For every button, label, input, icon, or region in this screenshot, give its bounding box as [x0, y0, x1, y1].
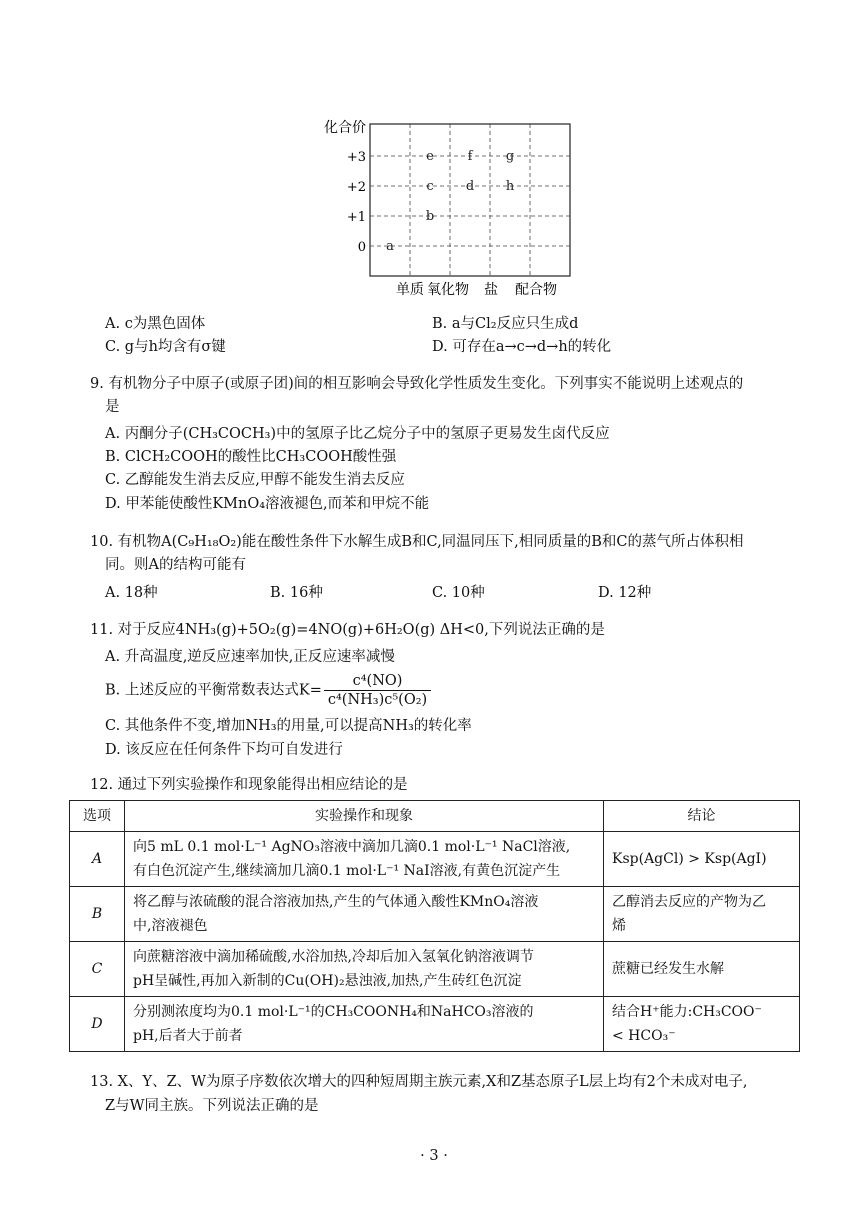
y-tick-label: 0	[357, 240, 366, 255]
point-g: g	[505, 149, 515, 164]
conclusion-line: < HCO₃⁻	[612, 1028, 676, 1044]
conclusion-line: 烯	[612, 918, 626, 934]
q9-stem-cont: 是	[105, 399, 120, 415]
fraction-numerator: c⁴(NO)	[324, 672, 431, 691]
q9-option-a: A. 丙酮分子(CH₃COCH₃)中的氢原子比乙烷分子中的氢原子更易发生卤代反应	[105, 426, 610, 442]
row-option: D	[70, 997, 125, 1052]
point-b: b	[425, 209, 435, 224]
valence-chart	[320, 112, 580, 302]
x-category-label: 盐	[484, 282, 498, 298]
operation-line: 向5 mL 0.1 mol·L⁻¹ AgNO₃溶液中滴加几滴0.1 mol·L⁻¹ NaCl溶液,	[133, 839, 571, 855]
conclusion-line: 蔗糖已经发生水解	[612, 961, 724, 977]
chart-y-ticks	[347, 150, 366, 255]
row-option: B	[70, 887, 125, 942]
row-conclusion	[604, 942, 800, 997]
operation-line: 向蔗糖溶液中滴加稀硫酸,水浴加热,冷却后加入氢氧化钠溶液调节	[133, 949, 534, 965]
row-option: C	[70, 942, 125, 997]
row-conclusion	[604, 832, 800, 887]
row-conclusion	[604, 887, 800, 942]
conclusion-line: 乙醇消去反应的产物为乙	[612, 894, 766, 910]
point-e: e	[426, 149, 434, 164]
point-a: a	[386, 239, 394, 254]
conclusion-line: 结合H⁺能力:CH₃COO⁻	[612, 1004, 762, 1020]
q11-option-c: C. 其他条件不变,增加NH₃的用量,可以提高NH₃的转化率	[105, 718, 472, 734]
table-row	[70, 942, 800, 997]
operation-line: 中,溶液褪色	[133, 918, 208, 934]
header-conclusion: 结论	[604, 801, 800, 832]
q8-option-b: B. a与Cl₂反应只生成d	[432, 316, 579, 332]
fraction-denominator: c⁴(NH₃)c⁵(O₂)	[327, 692, 428, 708]
q8-option-a: A. c为黑色固体	[105, 316, 206, 332]
row-operation	[125, 942, 604, 997]
y-tick-label: +2	[346, 180, 366, 195]
q11-option-d: D. 该反应在任何条件下均可自发进行	[105, 742, 343, 758]
q10-option-a: A. 18种	[105, 585, 158, 601]
conclusion-line: Ksp(AgCl) > Ksp(AgI)	[612, 851, 767, 867]
table-row	[70, 832, 800, 887]
q10-option-c: C. 10种	[432, 585, 485, 601]
q11-option-a: A. 升高温度,逆反应速率加快,正反应速率减慢	[105, 649, 395, 665]
operation-line: pH,后者大于前者	[133, 1028, 243, 1044]
q10-option-d: D. 12种	[598, 585, 652, 601]
table-row	[70, 887, 800, 942]
q11-stem: 11. 对于反应4NH₃(g)+5O₂(g)=4NO(g)+6H₂O(g) ΔH<0,下列说法正确的是	[90, 622, 605, 638]
chart-points	[386, 149, 515, 254]
y-tick-label: +3	[346, 150, 366, 165]
table-header-row	[70, 801, 800, 832]
q12-stem: 12. 通过下列实验操作和现象能得出相应结论的是	[90, 777, 408, 793]
y-tick-label: +1	[346, 210, 366, 225]
point-h: h	[505, 179, 515, 194]
q11-option-b	[105, 672, 431, 709]
chart-grid	[370, 124, 570, 276]
chart-border	[370, 124, 570, 276]
q9-stem: 9. 有机物分子中原子(或原子团)间的相互影响会导致化学性质发生变化。下列事实不能说明上述观点的	[90, 376, 744, 392]
table-row	[70, 997, 800, 1052]
row-operation	[125, 997, 604, 1052]
chart-frame	[370, 124, 570, 276]
point-c: c	[426, 179, 434, 194]
point-d: d	[465, 179, 475, 194]
q13-stem-cont: Z与W同主族。下列说法正确的是	[105, 1098, 319, 1114]
q13-stem: 13. X、Y、Z、W为原子序数依次增大的四种短周期主族元素,X和Z基态原子L层上均有2个未成对电子,	[90, 1074, 748, 1090]
q9-option-b: B. ClCH₂COOH的酸性比CH₃COOH酸性强	[105, 449, 397, 465]
row-operation	[125, 887, 604, 942]
q11-option-b-text: B. 上述反应的平衡常数表达式K=	[105, 682, 322, 699]
chart-y-label: 化合价	[324, 120, 366, 136]
q9-option-d: D. 甲苯能使酸性KMnO₄溶液褪色,而苯和甲烷不能	[105, 496, 430, 512]
q10-option-b: B. 16种	[270, 585, 323, 601]
x-category-label: 氧化物	[427, 282, 469, 298]
q10-stem: 10. 有机物A(C₉H₁₈O₂)能在酸性条件下水解生成B和C,同温同压下,相同质量的B和C的蒸气所占体积相	[90, 534, 744, 550]
x-category-label: 单质	[396, 282, 424, 298]
q8-option-c: C. g与h均含有σ键	[105, 339, 226, 355]
header-option: 选项	[70, 801, 125, 832]
row-operation	[125, 832, 604, 887]
page-number: · 3 ·	[420, 1148, 448, 1164]
operation-line: 分别测浓度均为0.1 mol·L⁻¹的CH₃COONH₄和NaHCO₃溶液的	[133, 1004, 534, 1020]
operation-line: 有白色沉淀产生,继续滴加几滴0.1 mol·L⁻¹ NaI溶液,有黄色沉淀产生	[133, 863, 561, 879]
experiment-table	[69, 800, 800, 1052]
header-operation: 实验操作和现象	[125, 801, 604, 832]
point-f: f	[467, 149, 473, 164]
chart-x-categories	[396, 281, 557, 298]
q8-option-d: D. 可存在a→c→d→h的转化	[432, 339, 612, 355]
q9-option-c: C. 乙醇能发生消去反应,甲醇不能发生消去反应	[105, 472, 405, 488]
row-conclusion	[604, 997, 800, 1052]
x-category-label: 配合物	[515, 282, 557, 298]
operation-line: pH呈碱性,再加入新制的Cu(OH)₂悬浊液,加热,产生砖红色沉淀	[133, 973, 522, 989]
row-option: A	[70, 832, 125, 887]
q10-stem-cont: 同。则A的结构可能有	[105, 557, 246, 573]
equilibrium-constant-fraction	[324, 672, 431, 709]
operation-line: 将乙醇与浓硫酸的混合溶液加热,产生的气体通入酸性KMnO₄溶液	[133, 894, 539, 910]
